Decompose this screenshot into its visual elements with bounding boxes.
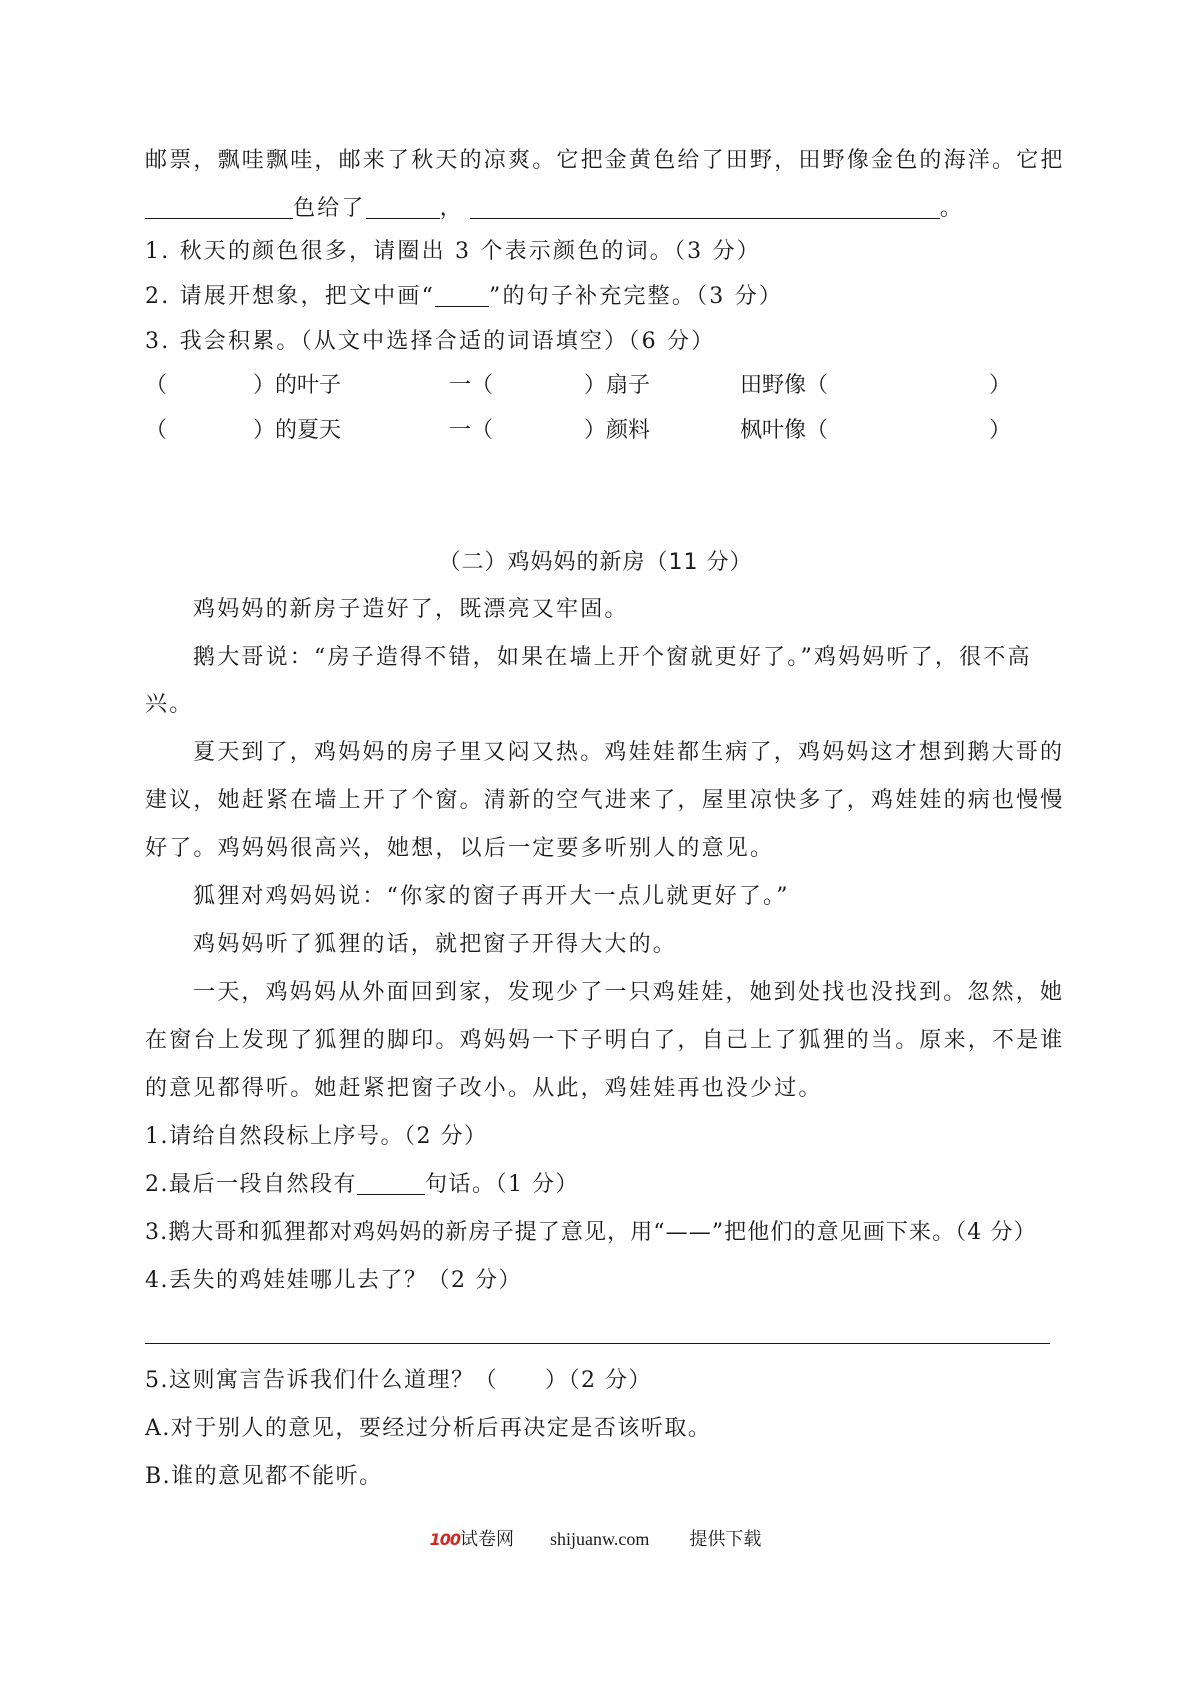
option-a[interactable]: A.对于别人的意见，要经过分析后再决定是否该听取。	[145, 1416, 712, 1441]
answer-blank[interactable]	[357, 1172, 425, 1195]
logo-text: 试卷网	[460, 1529, 515, 1550]
story-line: 鹅大哥说：“房子造得不错，如果在墙上开个窗就更好了。”鸡妈妈听了，很不高	[193, 645, 1032, 670]
question-5: 5.这则寓言告诉我们什么道理？（ ）（2 分）	[145, 1368, 652, 1393]
question-2	[145, 1170, 579, 1200]
section-heading: （二）鸡妈妈的新房（11 分）	[438, 550, 753, 575]
logo-100: 100	[429, 1530, 461, 1549]
story-line: 夏天到了，鸡妈妈的房子里又闷又热。鸡娃娃都生病了，鸡妈妈这才想到鹅大哥的	[193, 740, 1065, 765]
question-2	[145, 282, 783, 312]
fill-label[interactable]: ）的夏天	[253, 418, 342, 443]
story-line: 的意见都得听。她赶紧把窗子改小。从此，鸡娃娃再也没少过。	[145, 1076, 823, 1101]
story-line: 鸡妈妈听了狐狸的话，就把窗子开得大大的。	[193, 932, 678, 957]
answer-line[interactable]	[145, 1343, 1050, 1344]
fill-close[interactable]: ）	[989, 418, 1012, 443]
fill-open: 一（	[449, 418, 494, 443]
question-text: 句话。（1 分）	[425, 1172, 579, 1197]
passage-text: ，	[439, 196, 464, 221]
option-b[interactable]: B.谁的意见都不能听。	[145, 1464, 383, 1489]
answer-blank[interactable]	[145, 196, 293, 219]
story-line: 鸡妈妈的新房子造好了，既漂亮又牢固。	[193, 597, 629, 622]
question-text: 2. 请展开想象，把文中画“	[145, 284, 436, 309]
answer-blank[interactable]	[470, 196, 940, 219]
passage-line: 邮票，飘哇飘哇，邮来了秋天的凉爽。它把金黄色给了田野，田野像金色的海洋。它把	[145, 148, 1065, 173]
story-line: 狐狸对鸡妈妈说：“你家的窗子再开大一点儿就更好了。”	[193, 884, 790, 909]
question-1: 1.请给自然段标上序号。（2 分）	[145, 1124, 488, 1149]
story-line: 建议，她赶紧在墙上开了个窗。清新的空气进来了，屋里凉快多了，鸡娃娃的病也慢慢	[145, 788, 1065, 813]
fill-open: （	[145, 373, 168, 398]
passage-text: 。	[939, 196, 965, 221]
fill-open: （	[145, 418, 168, 443]
fill-open: 一（	[449, 373, 494, 398]
story-line: 一天，鸡妈妈从外面回到家，发现少了一只鸡娃娃，她到处找也没找到。忽然，她	[193, 980, 1065, 1005]
page-footer	[0, 1526, 1191, 1553]
passage-blank-line	[145, 194, 964, 224]
question-3: 3. 我会积累。（从文中选择合适的词语填空）（6 分）	[145, 329, 716, 354]
fill-label[interactable]: ）颜料	[584, 418, 651, 443]
fill-close[interactable]: ）	[989, 373, 1012, 398]
site-link[interactable]: shijuanw.com	[550, 1529, 650, 1549]
passage-text: 色给了	[293, 196, 366, 221]
answer-blank[interactable]	[366, 196, 440, 219]
story-line: 兴。	[145, 692, 194, 717]
fill-label[interactable]: ）扇子	[584, 373, 651, 398]
fill-label[interactable]: ）的叶子	[253, 373, 342, 398]
underline-sample	[435, 284, 489, 307]
question-4: 4.丢失的鸡娃娃哪儿去了？（2 分）	[145, 1268, 522, 1293]
footer-note: 提供下载	[689, 1529, 762, 1550]
question-text: ”的句子补充完整。（3 分）	[489, 284, 784, 309]
fill-open: 枫叶像（	[740, 418, 829, 443]
story-line: 好了。鸡妈妈很高兴，她想，以后一定要多听别人的意见。	[145, 836, 775, 861]
question-3: 3.鹅大哥和狐狸都对鸡妈妈的新房子提了意见，用“——”把他们的意见画下来。（4 分）	[145, 1220, 1037, 1245]
question-text: 2.最后一段自然段有	[145, 1172, 357, 1197]
fill-open: 田野像（	[740, 373, 829, 398]
story-line: 在窗台上发现了狐狸的脚印。鸡妈妈一下子明白了，自己上了狐狸的当。原来，不是谁	[145, 1028, 1065, 1053]
question-1: 1. 秋天的颜色很多，请圈出 3 个表示颜色的词。（3 分）	[145, 239, 761, 264]
